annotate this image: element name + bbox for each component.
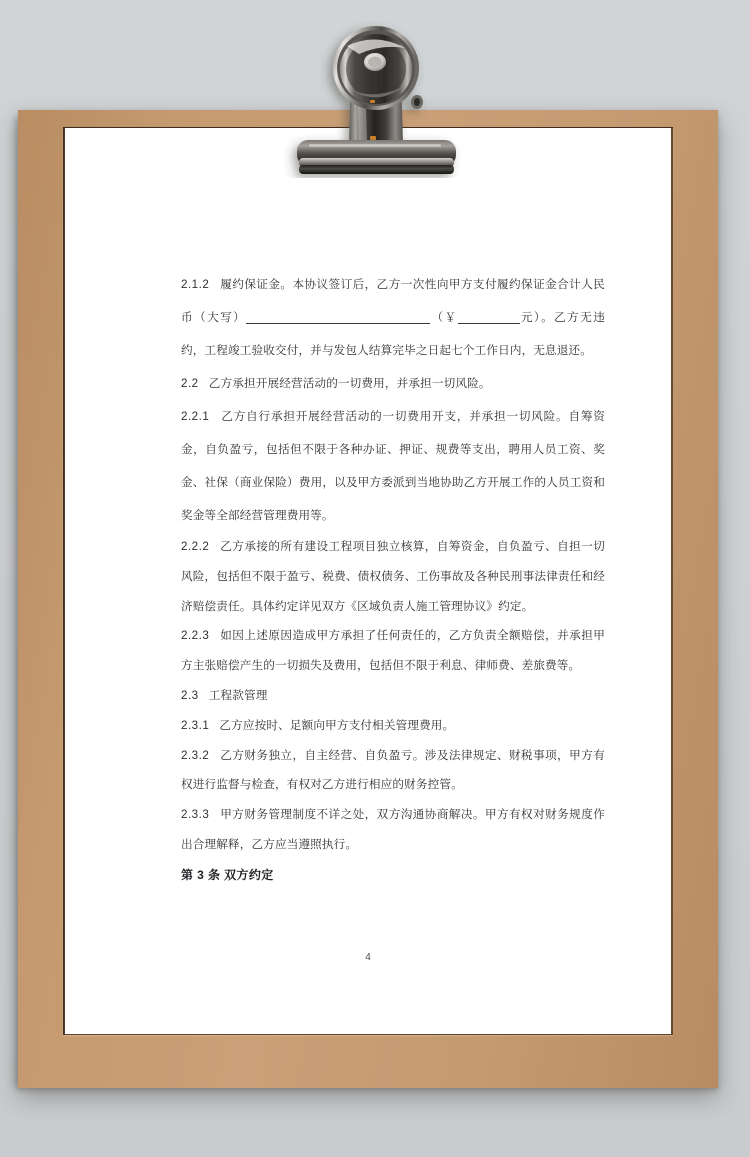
paragraph-text: 工程款管理 xyxy=(208,688,268,702)
document-body xyxy=(181,268,605,890)
paragraph-number: 2.3 xyxy=(181,688,199,702)
paragraph-2-3-1 xyxy=(181,711,605,741)
paragraph-text: 乙方承担开展经营活动的一切费用，并承担一切风险。 xyxy=(208,377,491,390)
paragraph-text-a: 履约保证金。本协议签订后，乙方一次性向甲方支付履约保证金合计人民币（大写） xyxy=(181,278,605,324)
paragraph-text-b: （￥ xyxy=(430,311,458,324)
paragraph-number: 2.1.2 xyxy=(181,278,210,291)
paragraph-number: 2.2.2 xyxy=(181,540,210,553)
paragraph-2-2-1 xyxy=(181,400,605,532)
section-heading-article-3: 第 3 条 双方约定 xyxy=(181,867,274,882)
page-number: 4 xyxy=(365,952,371,963)
paragraph-text: 甲方财务管理制度不详之处，双方沟通协商解决。甲方有权对财务规度作出合理解释，乙方应当遵照执行。 xyxy=(181,808,605,851)
document-paper xyxy=(65,128,671,1034)
paragraph-number: 2.3.2 xyxy=(181,748,210,762)
paragraph-number: 2.2 xyxy=(181,377,199,390)
paragraph-2-2-2 xyxy=(181,532,605,621)
paragraph-text: 乙方承接的所有建设工程项目独立核算，自筹资金，自负盈亏、自担一切风险，包括但不限于盈亏、税费、债权债务、工伤事故及各种民刑事法律责任和经济赔偿责任。具体约定详见双方《区域负责人施工管理协议》约定。 xyxy=(181,540,605,613)
paragraph-2-3 xyxy=(181,681,605,711)
paragraph-2-3-3 xyxy=(181,800,605,860)
paragraph-text: 乙方财务独立，自主经营、自负盈亏。涉及法律规定、财税事项，甲方有权进行监督与检查，有权对乙方进行相应的财务控管。 xyxy=(181,748,605,792)
paragraph-number: 2.2.1 xyxy=(181,410,210,423)
paragraph-text: 如因上述原因造成甲方承担了任何责任的，乙方负责全额赔偿，并承担甲方主张赔偿产生的一切损失及费用，包括但不限于利息、律师费、差旅费等。 xyxy=(181,629,605,673)
paragraph-text-c: 元）。乙方无违约，工程竣工验收交付，并与发包人结算完毕之日起七个工作日内，无息退还。 xyxy=(181,311,605,357)
clipboard xyxy=(18,110,718,1088)
paragraph-2-1-2 xyxy=(181,268,605,367)
paragraph-text: 乙方应按时、足额向甲方支付相关管理费用。 xyxy=(219,718,455,732)
fill-in-blank-amount-words[interactable] xyxy=(246,323,430,324)
paragraph-number: 2.3.1 xyxy=(181,718,210,732)
paragraph-2-2-3 xyxy=(181,621,605,681)
paragraph-text: 乙方自行承担开展经营活动的一切费用开支，并承担一切风险。自筹资金，自负盈亏，包括但不限于各种办证、押证、规费等支出，聘用人员工资、奖金、社保（商业保险）费用，以及甲方委派到当地协助乙方开展工作的人员工资和奖金等全部经营管理费用等。 xyxy=(181,410,605,522)
paragraph-2-3-2 xyxy=(181,741,605,801)
fill-in-blank-amount-figures[interactable] xyxy=(458,323,520,324)
paragraph-number: 2.2.3 xyxy=(181,629,210,643)
paragraph-number: 2.3.3 xyxy=(181,808,210,822)
paragraph-2-2 xyxy=(181,367,605,400)
